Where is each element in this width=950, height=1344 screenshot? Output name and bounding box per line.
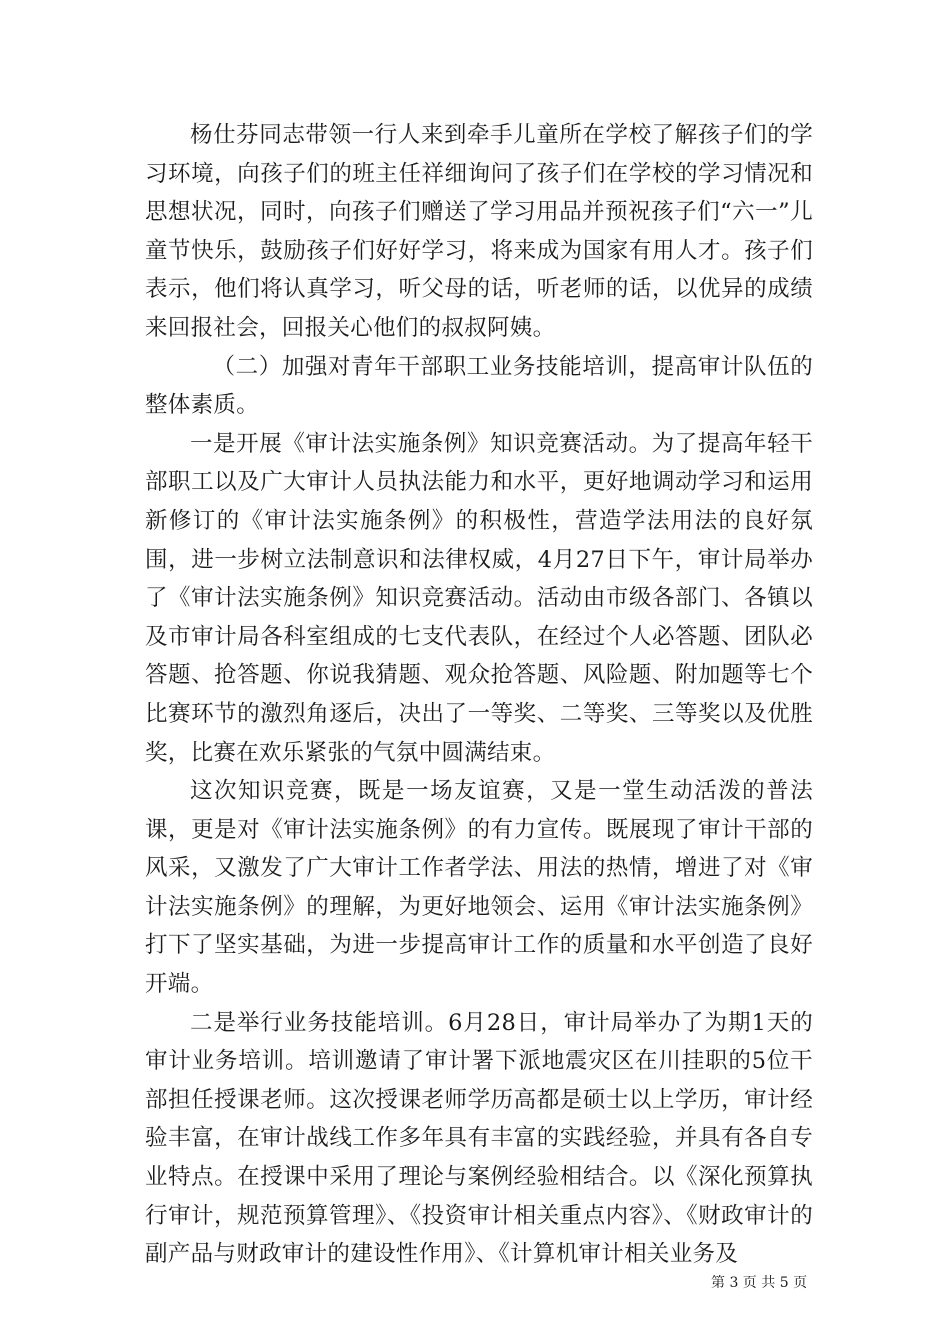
- document-body: [145, 116, 813, 1274]
- paragraph-contest-significance: 这次知识竞赛，既是一场友谊赛，又是一堂生动活泼的普法课，更是对《审计法实施条例》的有力宣传。既展现了审计干部的风采，又激发了广大审计工作者学法、用法的热情，增进了对《审计法实施条例》的理解，为更好地领会、运用《审计法实施条例》打下了坚实基础，为进一步提高审计工作的质量和水平创造了良好开端。: [145, 778, 813, 998]
- paragraph-child-visit: 杨仕芬同志带领一行人来到牵手儿童所在学校了解孩子们的学习环境，向孩子们的班主任祥细询问了孩子们在学校的学习情况和思想状况，同时，向孩子们赠送了学习用品并预祝孩子们“六一”儿童节快乐，鼓励孩子们好好学习，将来成为国家有用人才。孩子们表示，他们将认真学习，听父母的话，听老师的话，以优异的成绩来回报社会，回报关心他们的叔叔阿姨。: [145, 122, 813, 341]
- paragraph-knowledge-contest: 一是开展《审计法实施条例》知识竞赛活动。为了提高年轻干部职工以及广大审计人员执法能力和水平，更好地调动学习和运用新修订的《审计法实施条例》的积极性，营造学法用法的良好氛围，进一步树立法制意识和法律权威，4月27日下午，审计局举办了《审计法实施条例》知识竞赛活动。活动由市级各部门、各镇以及市审计局各科室组成的七支代表队，在经过个人必答题、团队必答题、抢答题、你说我猜题、观众抢答题、风险题、附加题等七个比赛环节的激烈角逐后，决出了一等奖、二等奖、三等奖以及优胜奖，比赛在欢乐紧张的气氛中圆满结束。: [145, 430, 813, 766]
- section-heading-training: （二）加强对青年干部职工业务技能培训，提高审计队伍的整体素质。: [145, 353, 813, 419]
- page-number-footer: 第 3 页 共 5 页: [711, 1275, 808, 1291]
- paragraph-skills-training: 二是举行业务技能培训。6月28日，审计局举办了为期1天的审计业务培训。培训邀请了审计署下派地震灾区在川挂职的5位干部担任授课老师。这次授课老师学历高都是硕士以上学历，审计经验丰富，在审计战线工作多年具有丰富的实践经验，并具有各自专业特点。在授课中采用了理论与案例经验相结合。以《深化预算执行审计，规范预算管理》、《投资审计相关重点内容》、《财政审计的副产品与财政审计的建设性作用》、《计算机审计相关业务及: [145, 1009, 813, 1268]
